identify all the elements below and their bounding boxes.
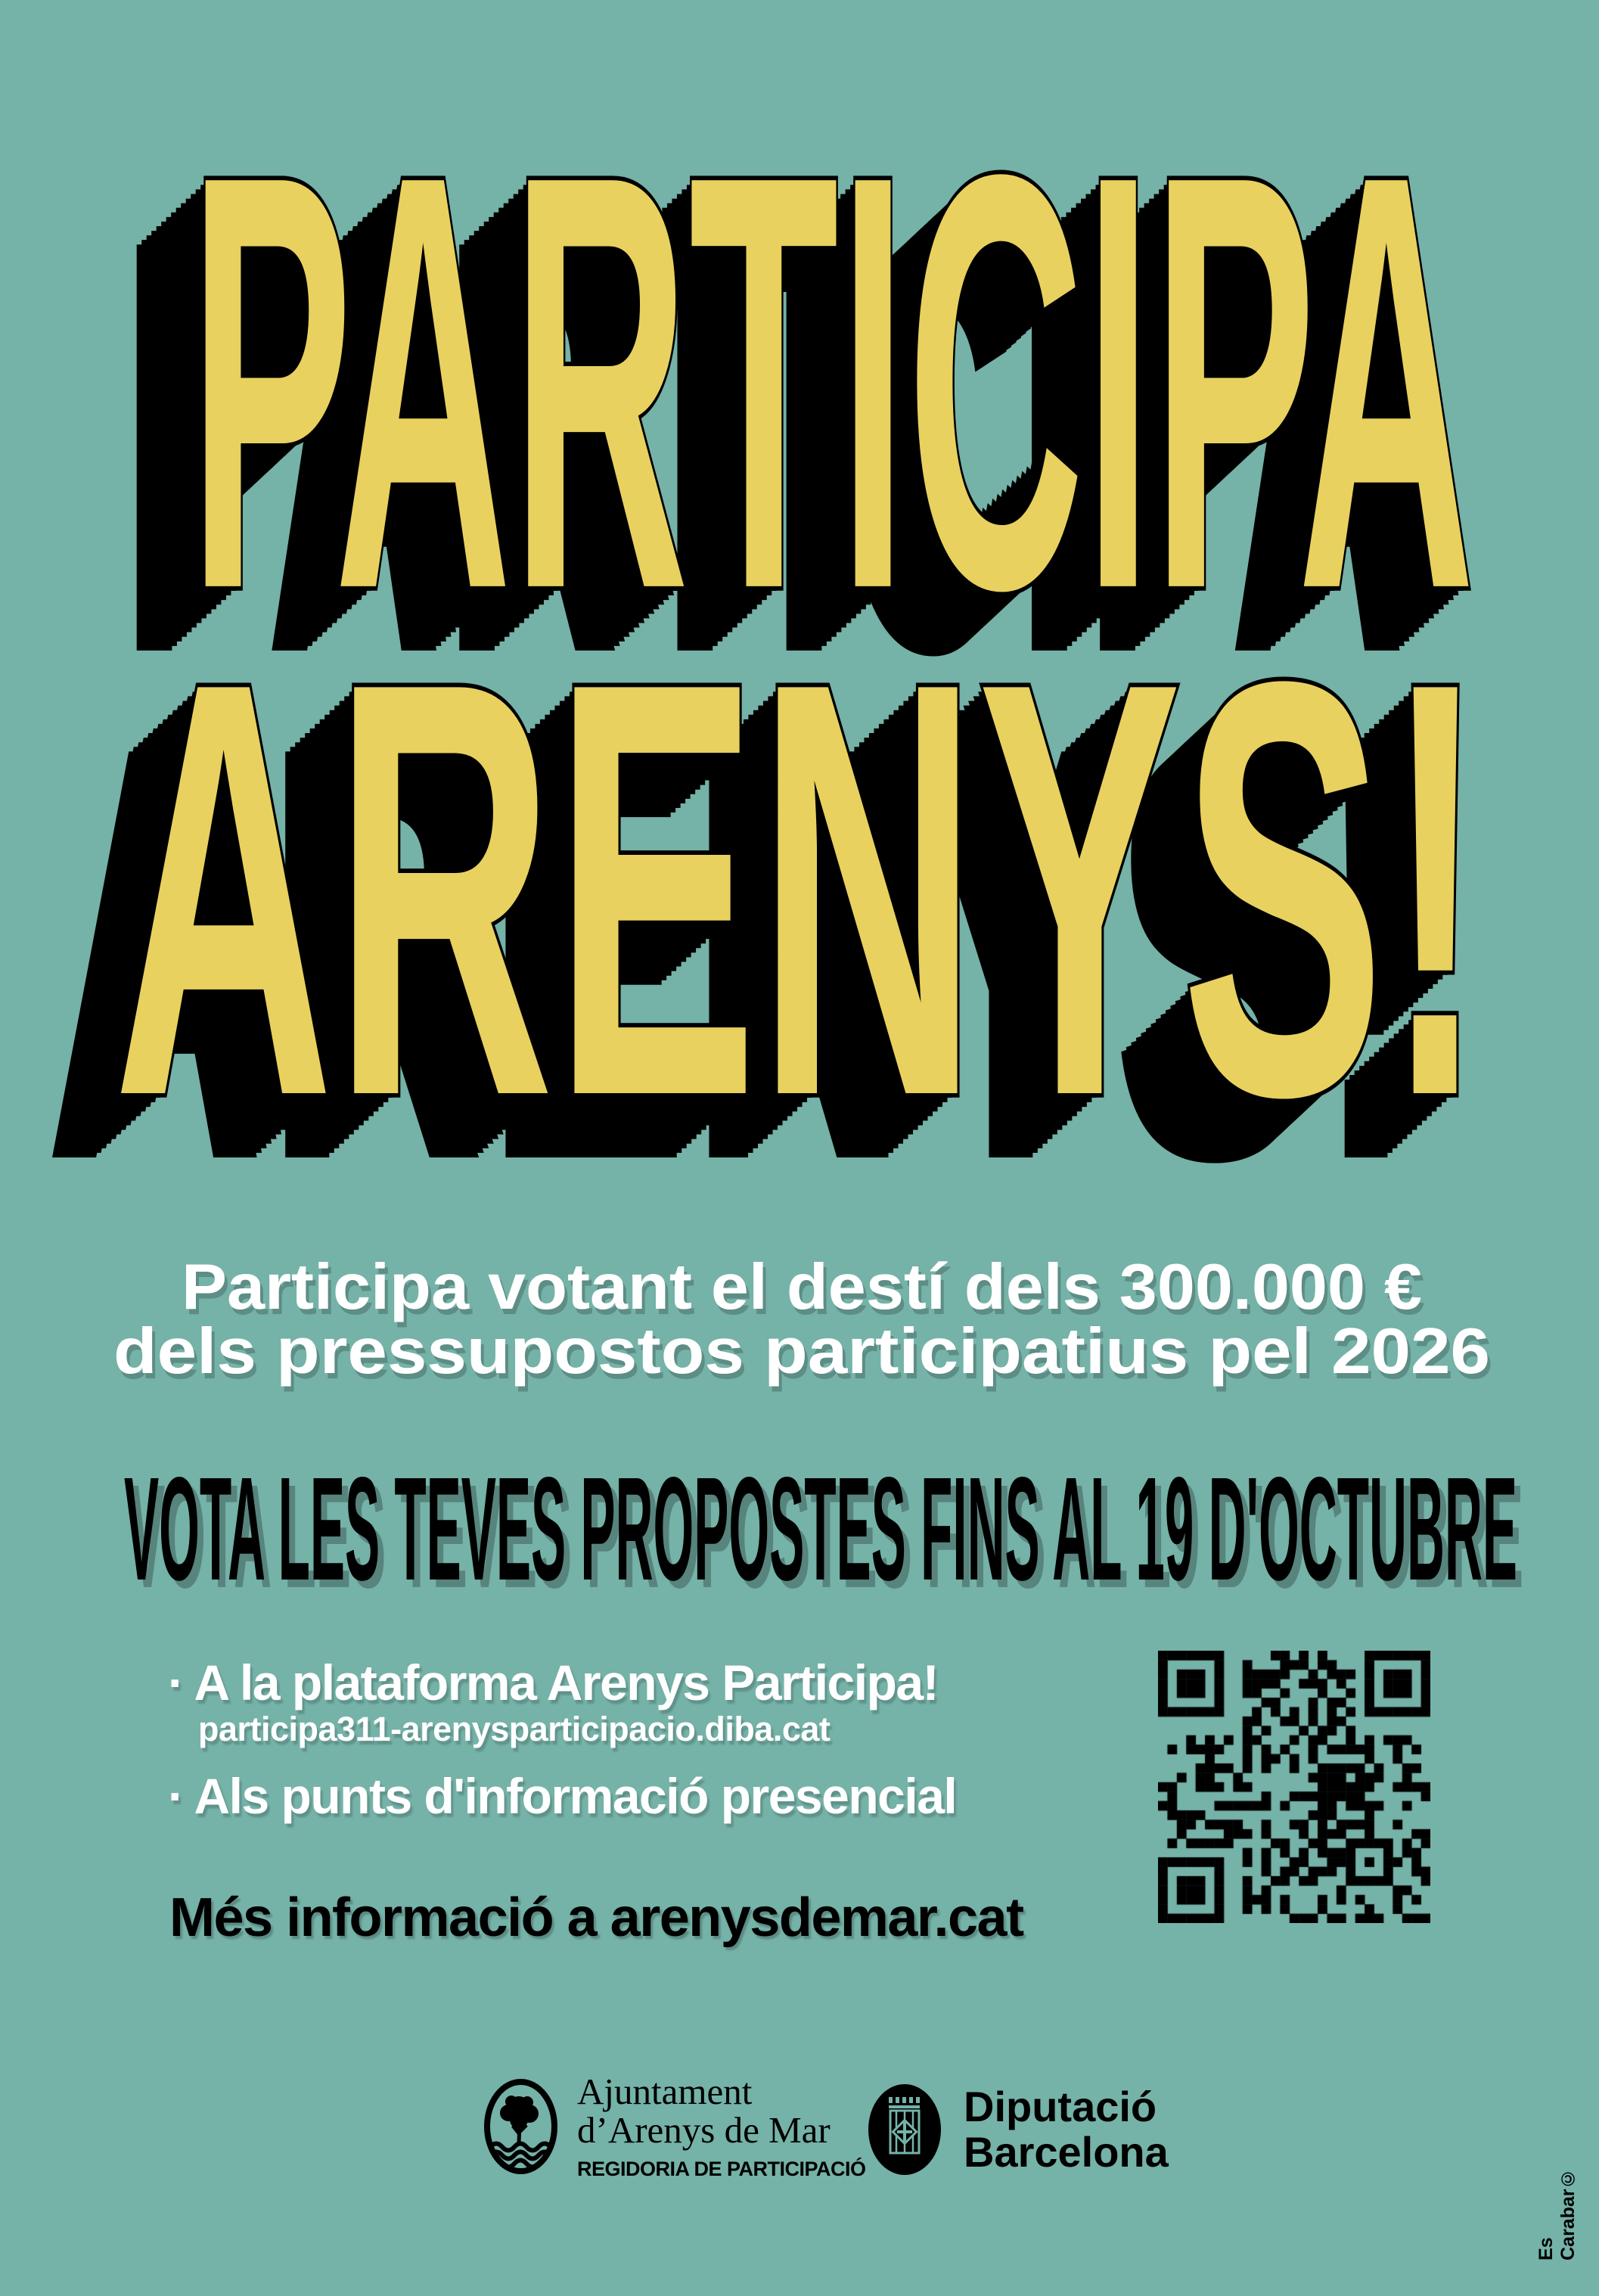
bullet-platform-label: A la plataforma Arenys Participa!	[194, 1654, 939, 1710]
diputacio-barcelona-seal-icon	[867, 2082, 942, 2177]
more-info: Més informació a arenysdemar.cat	[169, 1887, 1023, 1948]
logo-ajuntament	[484, 2073, 866, 2181]
ajuntament-name-line1: Ajuntament	[577, 2071, 753, 2112]
bullet-dot: ·	[168, 1768, 184, 1824]
diputacio-name-line1: Diputació	[964, 2082, 1157, 2130]
ajuntament-name-line2: d’Arenys de Mar	[577, 2108, 831, 2151]
logo-diputacio	[867, 2082, 1169, 2177]
title-line2-3d	[45, 559, 1486, 1282]
bullet-dot: ·	[168, 1654, 184, 1710]
bullet-infopoints-label: Als punts d'informació presencial	[194, 1768, 957, 1824]
bullet-infopoints	[168, 1767, 956, 1825]
diputacio-name-line2: Barcelona	[964, 2128, 1169, 2176]
ajuntament-subline: REGIDORIA DE PARTICIPACIÓ	[577, 2157, 866, 2180]
design-credit: Es Carabar©	[1535, 2167, 1579, 2260]
subtitle	[113, 1251, 1493, 1392]
platform-url: participa311-arenysparticipacio.diba.cat	[198, 1710, 831, 1748]
headline	[124, 1447, 1523, 1619]
bullet-platform	[168, 1654, 938, 1711]
ajuntament-arenys-seal-icon	[484, 2079, 557, 2174]
qr-code-icon	[1158, 1651, 1430, 1923]
